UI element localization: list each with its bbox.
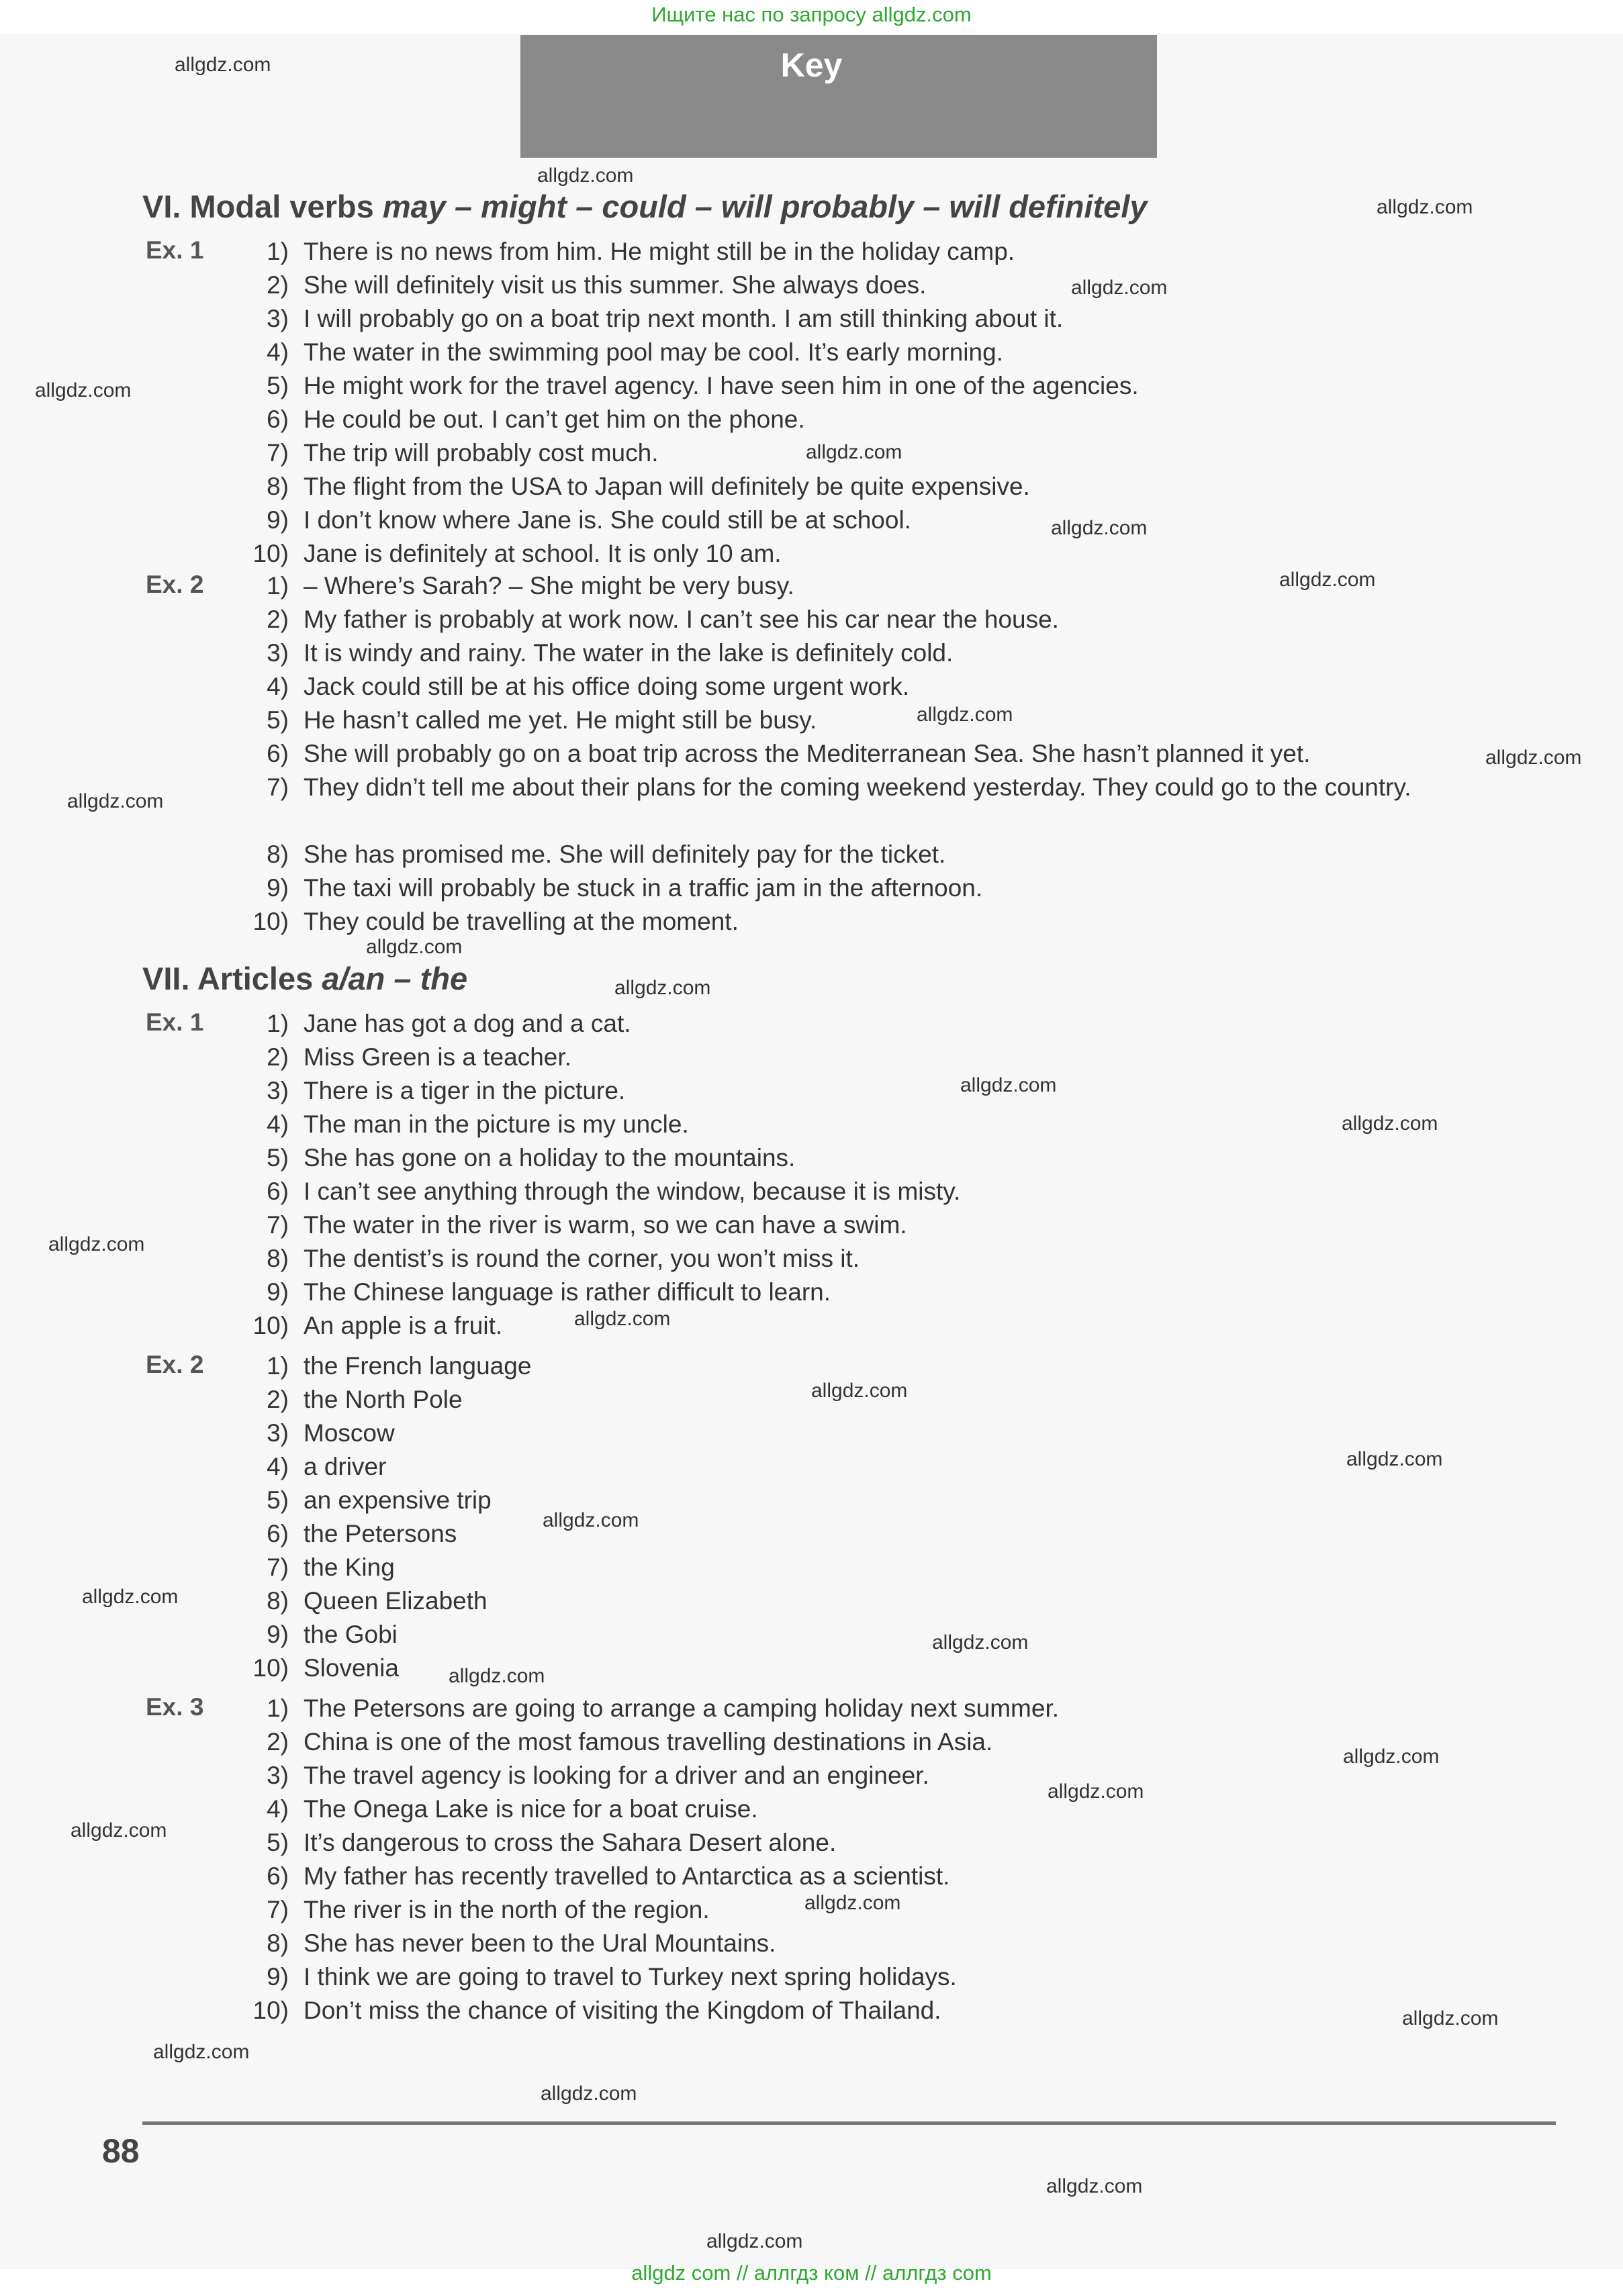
answer-text: an expensive trip xyxy=(304,1486,492,1514)
page-number: 88 xyxy=(102,2132,140,2170)
watermark: allgdz.com xyxy=(1046,2175,1143,2197)
answer-text: a driver xyxy=(304,1453,387,1480)
answer-number: 7) xyxy=(267,1211,289,1239)
watermark: allgdz.com xyxy=(366,936,463,958)
answer-number: 2) xyxy=(267,271,289,299)
answer-text: China is one of the most famous travelling destinations in Asia. xyxy=(304,1728,993,1756)
answer-text: The river is in the north of the region. xyxy=(304,1896,710,1923)
key-title: Key xyxy=(780,46,843,84)
answer-text: The taxi will probably be stuck in a traffic jam in the afternoon. xyxy=(304,874,983,902)
watermark: allgdz.com xyxy=(175,54,271,76)
answer-text: He hasn’t called me yet. He might still be busy. xyxy=(304,706,817,734)
watermark: allgdz.com xyxy=(153,2041,250,2063)
answer-text: It is windy and rainy. The water in the lake is definitely cold. xyxy=(304,639,954,667)
answer-number: 6) xyxy=(267,1862,289,1890)
answer-number: 2) xyxy=(267,1043,289,1071)
answer-number: 1) xyxy=(267,238,289,265)
answer-text: She will definitely visit us this summer. She always does. xyxy=(304,271,927,299)
ex-label: Ex. 1 xyxy=(146,1008,204,1036)
watermark: allgdz.com xyxy=(1279,569,1376,591)
answer-text: Jane is definitely at school. It is only 10 am. xyxy=(304,540,782,567)
answer-number: 4) xyxy=(267,1110,289,1138)
answer-text: She has never been to the Ural Mountains. xyxy=(304,1929,776,1957)
watermark: allgdz.com xyxy=(537,164,634,187)
answer-text: The trip will probably cost much. xyxy=(304,439,659,467)
ex-label: Ex. 3 xyxy=(146,1693,204,1721)
answer-text: There is no news from him. He might still be in the holiday camp. xyxy=(304,238,1015,265)
watermark: allgdz.com xyxy=(1402,2007,1499,2029)
ex-label: Ex. 2 xyxy=(146,571,204,598)
answer-number: 3) xyxy=(267,1077,289,1104)
answer-number: 6) xyxy=(267,740,289,767)
watermark: allgdz.com xyxy=(543,1509,639,1531)
watermark: allgdz.com xyxy=(614,977,711,999)
answer-text: My father is probably at work now. I can’t see his car near the house. xyxy=(304,606,1059,633)
answer-number: 6) xyxy=(267,1520,289,1547)
answer-text: the French language xyxy=(304,1352,532,1380)
answer-text: The water in the river is warm, so we can have a swim. xyxy=(304,1211,907,1239)
section-title-vi: VI. Modal verbs may – might – could – will probably – will definitely xyxy=(142,189,1148,224)
answer-number: 9) xyxy=(267,1963,289,1991)
answer-number: 3) xyxy=(267,1762,289,1789)
answer-text: An apple is a fruit. xyxy=(304,1312,503,1339)
answer-number: 1) xyxy=(267,1352,289,1380)
answer-number: 4) xyxy=(267,673,289,700)
answer-number: 5) xyxy=(267,372,289,399)
answer-text: Queen Elizabeth xyxy=(304,1587,488,1615)
section-title-vii: VII. Articles a/an – the xyxy=(142,961,468,996)
answer-text: He could be out. I can’t get him on the phone. xyxy=(304,405,805,433)
answer-text: – Where’s Sarah? – She might be very busy. xyxy=(304,572,794,600)
answer-number: 4) xyxy=(267,1453,289,1480)
answer-number: 9) xyxy=(267,874,289,902)
answer-text: There is a tiger in the picture. xyxy=(304,1077,626,1104)
answer-number: 7) xyxy=(267,773,289,801)
answer-number: 5) xyxy=(267,1144,289,1171)
answer-number: 3) xyxy=(267,1419,289,1447)
answer-number: 10) xyxy=(252,540,289,567)
answer-text: It’s dangerous to cross the Sahara Desert alone. xyxy=(304,1829,837,1856)
watermark: allgdz.com xyxy=(917,704,1013,726)
answer-text: The flight from the USA to Japan will definitely be quite expensive. xyxy=(304,473,1030,500)
answer-number: 7) xyxy=(267,439,289,467)
answer-text: I don’t know where Jane is. She could still be at school. xyxy=(304,506,911,534)
answer-text: the King xyxy=(304,1553,395,1581)
watermark: allgdz.com xyxy=(1377,196,1473,218)
watermark: allgdz.com xyxy=(932,1631,1029,1654)
answer-text: Moscow xyxy=(304,1419,395,1447)
answer-number: 3) xyxy=(267,305,289,332)
answer-number: 5) xyxy=(267,1829,289,1856)
answer-number: 10) xyxy=(252,1312,289,1339)
watermark: allgdz.com xyxy=(574,1308,671,1330)
answer-number: 4) xyxy=(267,1795,289,1823)
watermark: allgdz.com xyxy=(1342,1112,1438,1135)
bottom-rule xyxy=(142,2121,1556,2125)
answer-number: 8) xyxy=(267,1587,289,1615)
answer-number: 2) xyxy=(267,606,289,633)
answer-number: 7) xyxy=(267,1553,289,1581)
answer-number: 10) xyxy=(252,908,289,935)
watermark: allgdz.com xyxy=(1048,1780,1144,1803)
watermark: allgdz.com xyxy=(541,2083,637,2105)
answer-text: The Petersons are going to arrange a camping holiday next summer. xyxy=(304,1694,1060,1722)
watermark: allgdz.com xyxy=(48,1233,145,1255)
answer-number: 3) xyxy=(267,639,289,667)
watermark: allgdz.com xyxy=(960,1074,1057,1096)
watermark: allgdz.com xyxy=(449,1665,545,1687)
answer-text: The dentist’s is round the corner, you won’t miss it. xyxy=(304,1245,860,1272)
answer-number: 2) xyxy=(267,1386,289,1413)
answer-number: 9) xyxy=(267,506,289,534)
answer-text: Miss Green is a teacher. xyxy=(304,1043,571,1071)
answer-text: The travel agency is looking for a driver and an engineer. xyxy=(304,1762,929,1789)
answer-text: The water in the swimming pool may be cool. It’s early morning. xyxy=(304,338,1003,366)
answer-text: They could be travelling at the moment. xyxy=(304,908,739,935)
watermark: allgdz.com xyxy=(67,790,164,812)
answer-text: The man in the picture is my uncle. xyxy=(304,1110,689,1138)
watermark: allgdz.com xyxy=(1051,517,1148,539)
answer-number: 5) xyxy=(267,706,289,734)
answer-number: 8) xyxy=(267,1245,289,1272)
watermark: allgdz.com xyxy=(1071,277,1168,299)
answer-number: 2) xyxy=(267,1728,289,1756)
answer-text: I can’t see anything through the window, because it is misty. xyxy=(304,1178,961,1205)
answer-text: the Petersons xyxy=(304,1520,457,1547)
answer-text: Slovenia xyxy=(304,1654,399,1682)
answer-number: 7) xyxy=(267,1896,289,1923)
answer-text: He might work for the travel agency. I have seen him in one of the agencies. xyxy=(304,372,1139,399)
ex-label: Ex. 2 xyxy=(146,1351,204,1378)
watermark: allgdz.com xyxy=(1346,1448,1443,1470)
ex-label: Ex. 1 xyxy=(146,236,204,264)
answer-text: I think we are going to travel to Turkey next spring holidays. xyxy=(304,1963,957,1991)
answer-number: 10) xyxy=(252,1654,289,1682)
watermark: allgdz.com xyxy=(806,441,902,463)
top-banner[interactable]: Ищите нас по запросу allgdz.com xyxy=(651,3,972,26)
answer-number: 4) xyxy=(267,338,289,366)
answer-number: 9) xyxy=(267,1621,289,1648)
answer-text: Jack could still be at his office doing some urgent work. xyxy=(304,673,910,700)
answer-number: 8) xyxy=(267,1929,289,1957)
answer-number: 10) xyxy=(252,1997,289,2024)
answer-text: The Chinese language is rather difficult to learn. xyxy=(304,1278,831,1306)
answer-text: My father has recently travelled to Antarctica as a scientist. xyxy=(304,1862,950,1890)
watermark: allgdz.com xyxy=(35,379,132,401)
watermark: allgdz.com xyxy=(811,1380,908,1402)
answer-text: The Onega Lake is nice for a boat cruise. xyxy=(304,1795,758,1823)
answer-text: I will probably go on a boat trip next month. I am still thinking about it. xyxy=(304,305,1064,332)
watermark: allgdz.com xyxy=(71,1819,167,1841)
answer-text: She will probably go on a boat trip across the Mediterranean Sea. She hasn’t planned it yet. xyxy=(304,740,1311,767)
answer-number: 8) xyxy=(267,841,289,868)
answer-number: 6) xyxy=(267,1178,289,1205)
answer-number: 9) xyxy=(267,1278,289,1306)
answer-number: 5) xyxy=(267,1486,289,1514)
watermark: allgdz.com xyxy=(706,2230,803,2252)
answer-text: the Gobi xyxy=(304,1621,398,1648)
answer-text: Jane has got a dog and a cat. xyxy=(304,1010,631,1037)
answer-text: the North Pole xyxy=(304,1386,463,1413)
answer-text: They didn’t tell me about their plans for the coming weekend yesterday. They could go to the country. xyxy=(304,773,1411,801)
answer-text: Don’t miss the chance of visiting the Kingdom of Thailand. xyxy=(304,1997,941,2024)
watermark: allgdz.com xyxy=(82,1586,179,1608)
watermark: allgdz.com xyxy=(804,1892,901,1914)
answer-number: 8) xyxy=(267,473,289,500)
bottom-banner[interactable]: allgdz com // аллгдз ком // аллгдз com xyxy=(631,2261,992,2285)
answer-number: 1) xyxy=(267,1010,289,1037)
answer-number: 6) xyxy=(267,405,289,433)
answer-text: She has promised me. She will definitely pay for the ticket. xyxy=(304,841,946,868)
watermark: allgdz.com xyxy=(1343,1745,1440,1768)
answer-number: 1) xyxy=(267,1694,289,1722)
answer-number: 1) xyxy=(267,572,289,600)
answer-text: She has gone on a holiday to the mountains. xyxy=(304,1144,796,1171)
watermark: allgdz.com xyxy=(1485,747,1582,769)
